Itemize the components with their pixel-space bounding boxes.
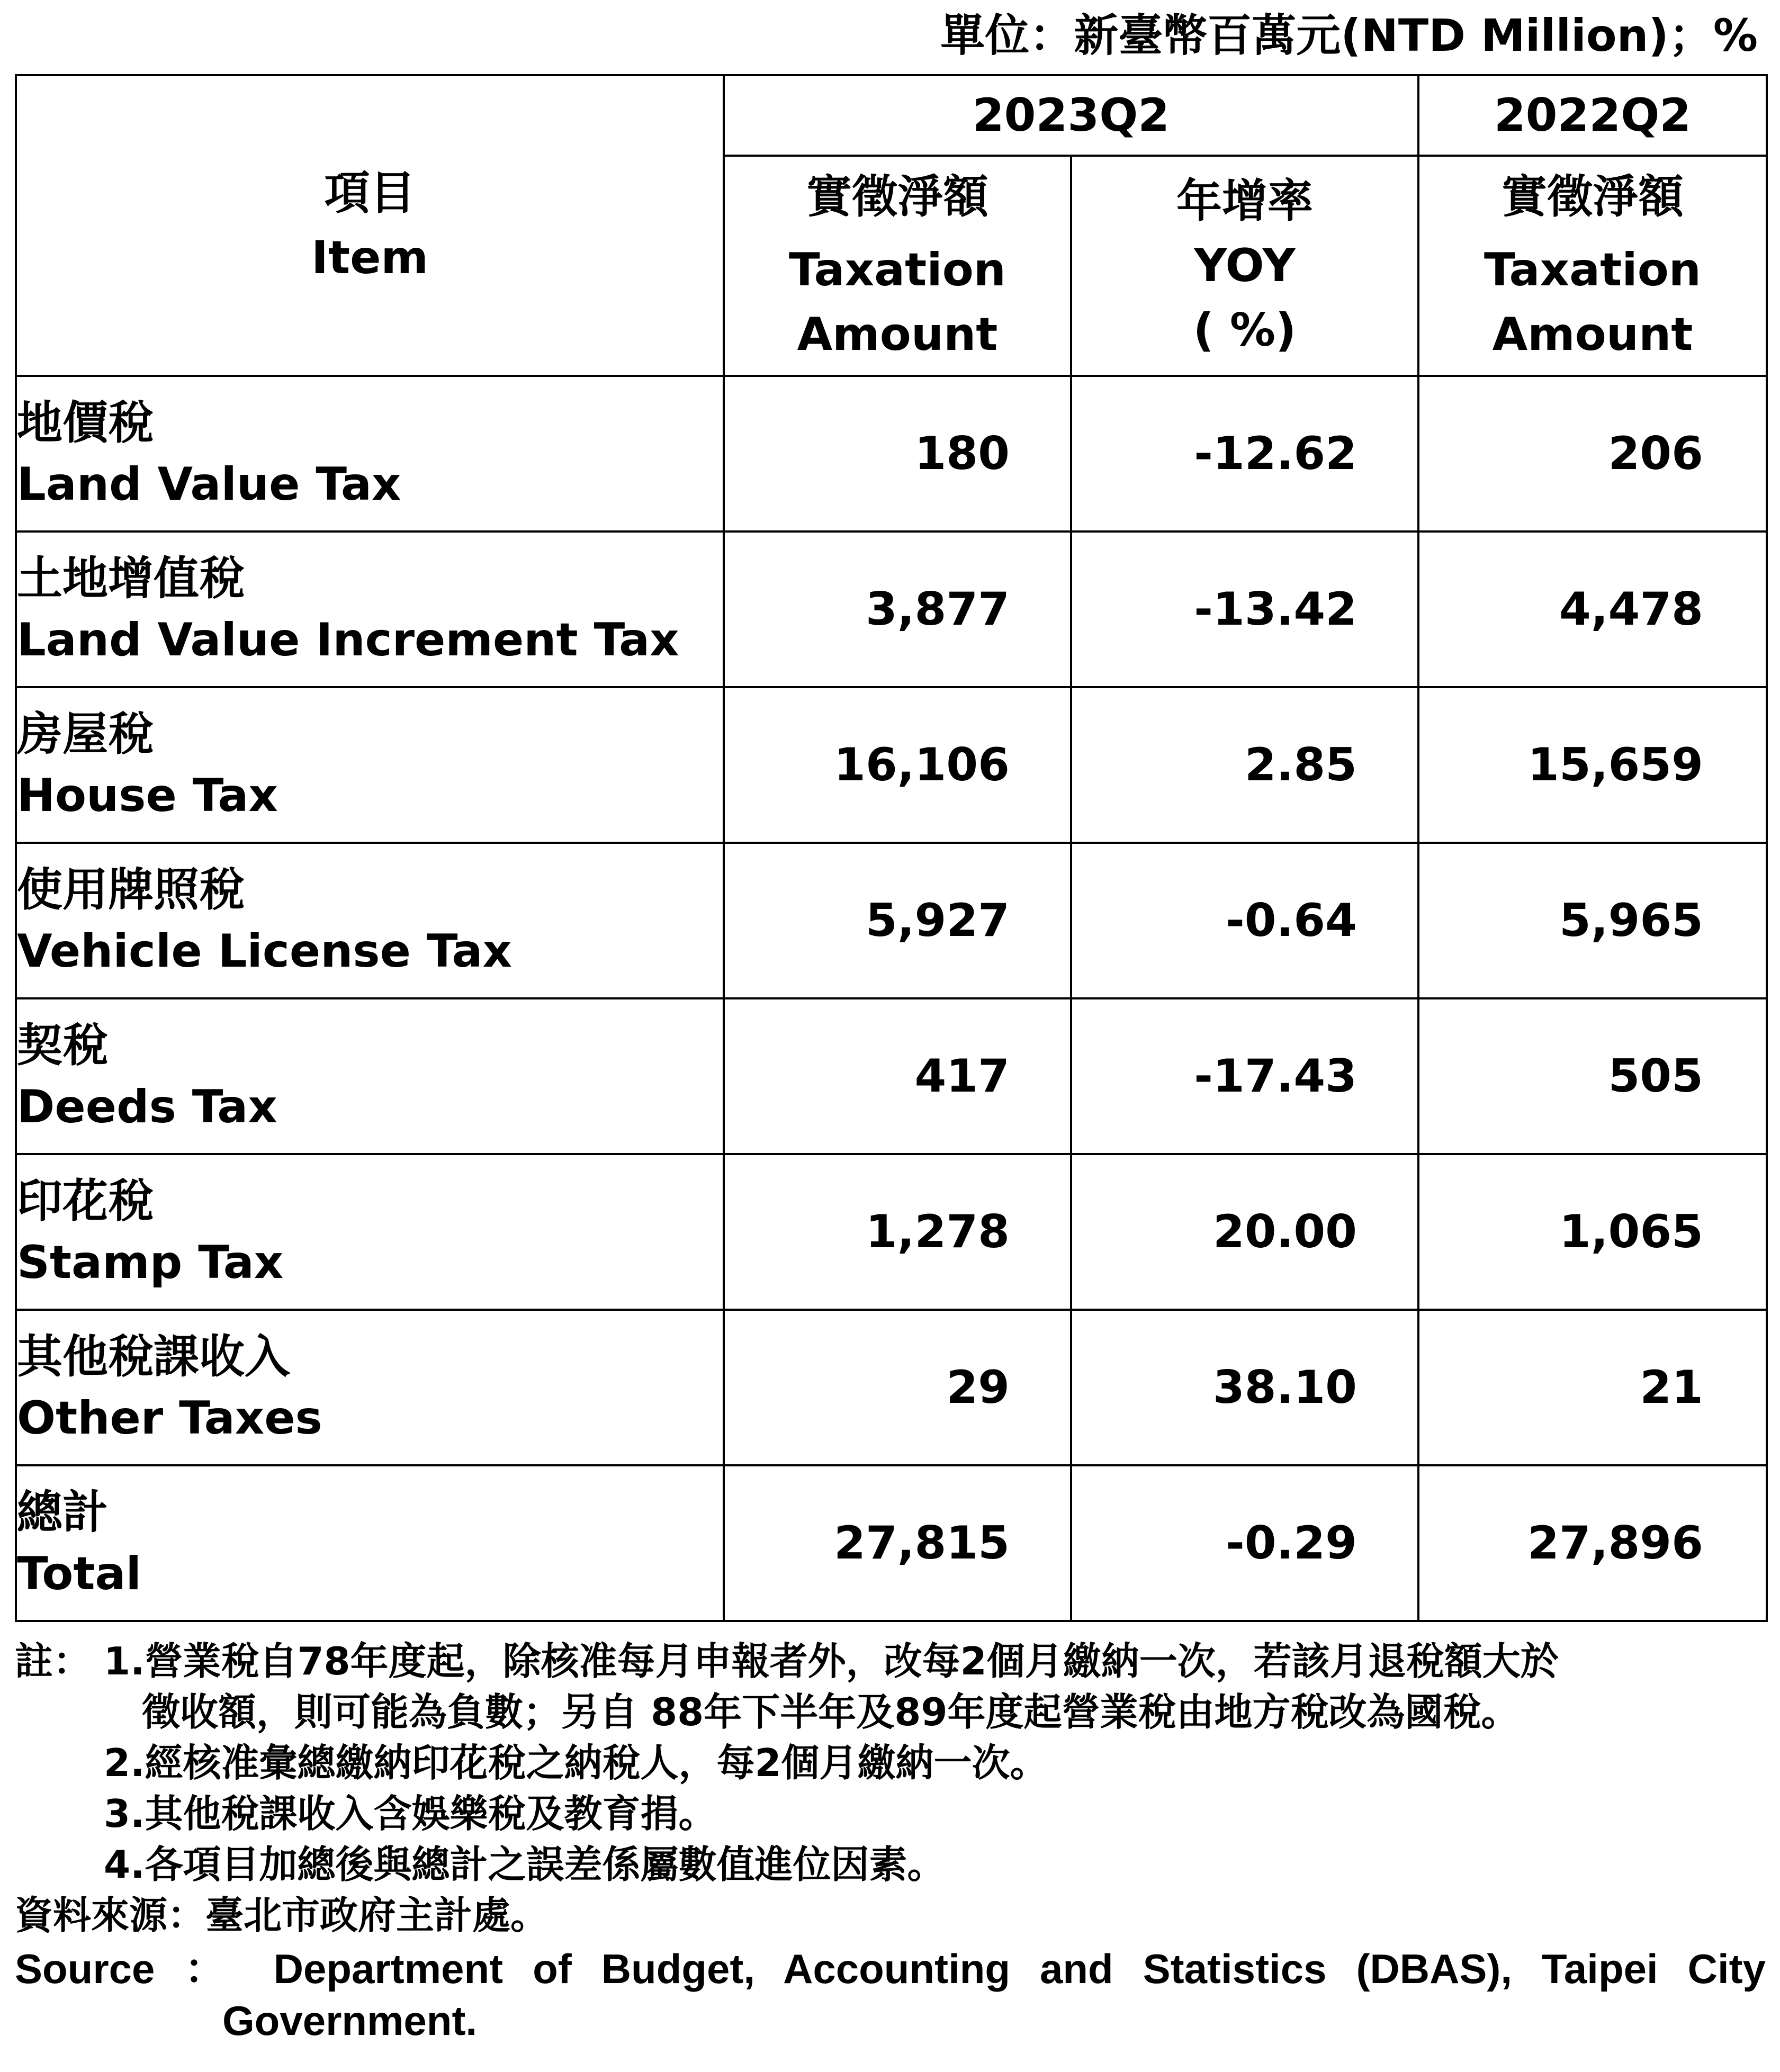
note-1-line-2: 徵收額，則可能為負數；另自 88年下半年及89年度起營業稅由地方稅改為國稅。 [142, 1690, 1520, 1734]
row-prev-amount: 1,065 [1418, 1154, 1767, 1310]
row-prev-amount: 505 [1418, 998, 1767, 1154]
row-amount: 27,815 [724, 1465, 1071, 1621]
row-yoy: -17.43 [1071, 998, 1418, 1154]
header-yoy-en: YOY [1194, 239, 1296, 292]
row-item [16, 998, 724, 1154]
header-period-previous: 2022Q2 [1418, 75, 1767, 156]
note-1 [15, 1636, 1766, 1687]
row-item-zh: 使用牌照稅 [17, 863, 245, 916]
source-zh: 資料來源：臺北市政府主計處。 [15, 1893, 549, 1938]
row-yoy: -12.62 [1071, 376, 1418, 531]
row-item-en: Stamp Tax [17, 1236, 284, 1289]
tax-table [15, 74, 1768, 1622]
row-amount: 1,278 [724, 1154, 1071, 1310]
header-item-zh: 項目 [324, 167, 416, 220]
table-row [16, 843, 1767, 998]
row-item-en: Land Value Increment Tax [17, 614, 679, 666]
header-amount-current [724, 156, 1071, 376]
header-amount-en-1: Taxation [788, 244, 1006, 296]
row-yoy: -0.64 [1071, 843, 1418, 998]
row-item [16, 1465, 724, 1621]
note-3 [15, 1788, 1766, 1839]
row-item-zh: 地價稅 [17, 397, 154, 449]
header-yoy [1071, 156, 1418, 376]
table-row [16, 376, 1767, 531]
header-amount-previous [1418, 156, 1767, 376]
note-1-line-1: 1.營業稅自78年度起，除核准每月申報者外，改每2個月繳納一次，若該月退稅額大於 [104, 1639, 1559, 1683]
row-yoy: 20.00 [1071, 1154, 1418, 1310]
row-yoy: -13.42 [1071, 531, 1418, 687]
header-prev-amount-en-1: Taxation [1484, 244, 1701, 296]
note-2-text: 2.經核准彙總繳納印花稅之納稅人，每2個月繳納一次。 [104, 1741, 1048, 1785]
table-row-total [16, 1465, 1767, 1621]
row-prev-amount: 21 [1418, 1310, 1767, 1465]
row-item-zh: 契稅 [17, 1019, 108, 1072]
unit-label: 單位：新臺幣百萬元(NTD Million)；% [940, 10, 1758, 61]
table-row [16, 998, 1767, 1154]
header-amount-en-2: Amount [797, 308, 998, 361]
row-item [16, 687, 724, 843]
header-yoy-unit: ( %) [1193, 304, 1297, 357]
note-3-text: 3.其他稅課收入含娛樂稅及教育捐。 [104, 1791, 717, 1836]
header-prev-amount-en-2: Amount [1492, 308, 1693, 361]
header-amount-zh: 實徵淨額 [806, 170, 988, 223]
row-item [16, 376, 724, 531]
row-amount: 417 [724, 998, 1071, 1154]
note-4 [15, 1839, 1766, 1890]
note-2 [15, 1737, 1766, 1788]
row-prev-amount: 27,896 [1418, 1465, 1767, 1621]
header-prev-amount-zh: 實徵淨額 [1502, 170, 1684, 223]
row-amount: 3,877 [724, 531, 1071, 687]
row-amount: 16,106 [724, 687, 1071, 843]
row-prev-amount: 4,478 [1418, 531, 1767, 687]
row-prev-amount: 5,965 [1418, 843, 1767, 998]
row-item [16, 531, 724, 687]
row-item [16, 1154, 724, 1310]
footnotes [15, 1636, 1766, 2047]
row-item-en: House Tax [17, 769, 278, 822]
row-yoy: -0.29 [1071, 1465, 1418, 1621]
row-item-en: Land Value Tax [17, 458, 401, 511]
row-item-en: Total [17, 1547, 141, 1600]
note-4-text: 4.各項目加總後與總計之誤差係屬數值進位因素。 [104, 1842, 946, 1887]
table-row [16, 1310, 1767, 1465]
row-prev-amount: 15,659 [1418, 687, 1767, 843]
row-amount: 29 [724, 1310, 1071, 1465]
row-item [16, 843, 724, 998]
row-amount: 180 [724, 376, 1071, 531]
table-row [16, 531, 1767, 687]
row-prev-amount: 206 [1418, 376, 1767, 531]
header-item [16, 75, 724, 376]
row-item-en: Deeds Tax [17, 1080, 277, 1133]
row-item-en: Vehicle License Tax [17, 925, 512, 978]
row-item-en: Other Taxes [17, 1392, 322, 1445]
source-en-line-2: Government. [222, 1997, 478, 2044]
row-item-zh: 房屋稅 [17, 708, 154, 761]
row-item-zh: 其他稅課收入 [17, 1330, 290, 1383]
row-item [16, 1310, 724, 1465]
row-item-zh: 總計 [17, 1486, 108, 1539]
header-yoy-zh: 年增率 [1176, 175, 1313, 228]
row-yoy: 2.85 [1071, 687, 1418, 843]
notes-prefix: 註： [15, 1639, 92, 1683]
row-amount: 5,927 [724, 843, 1071, 998]
row-item-zh: 印花稅 [17, 1175, 154, 1228]
table-row [16, 1154, 1767, 1310]
header-item-en: Item [311, 231, 429, 284]
source-en-line-1: Source ： Department of Budget, Accounting and Statistics (DBAS), Taipei City [15, 1945, 1766, 1992]
header-period-current: 2023Q2 [724, 75, 1418, 156]
row-yoy: 38.10 [1071, 1310, 1418, 1465]
header-row-period [16, 75, 1767, 156]
table-row [16, 687, 1767, 843]
row-item-zh: 土地增值稅 [17, 552, 245, 605]
